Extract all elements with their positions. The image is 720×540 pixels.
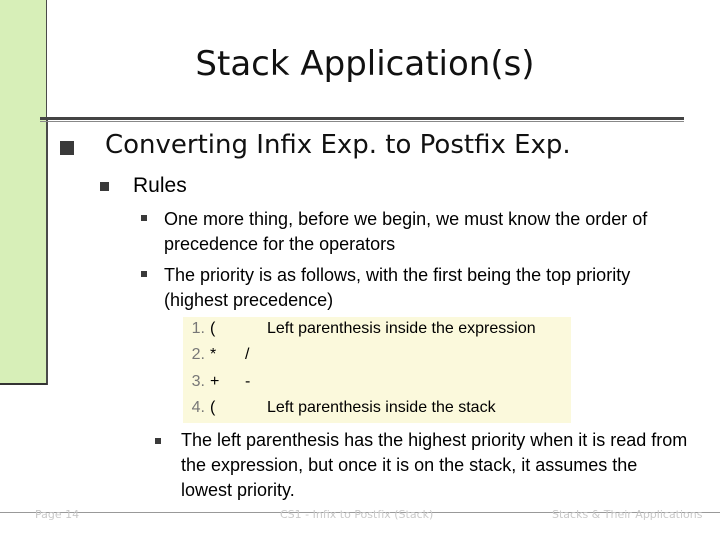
point-text: The priority is as follows, with the first being the top priority (highest precedence) — [164, 265, 631, 310]
bullet-icon — [100, 182, 109, 191]
operator-description: Left parenthesis inside the stack — [267, 399, 496, 416]
slide-title: Stack Application(s) — [195, 44, 535, 84]
title-divider — [40, 117, 684, 120]
bullet-icon — [141, 271, 147, 277]
subheading-text: Rules — [133, 174, 187, 197]
row-number: 4. — [191, 399, 205, 416]
operator: ( — [210, 399, 216, 416]
operator-alt: / — [245, 346, 250, 363]
left-accent-bar — [0, 0, 47, 383]
operator: * — [210, 346, 217, 363]
operator-alt: - — [245, 373, 251, 390]
operator-description: Left parenthesis inside the expression — [267, 320, 536, 337]
bullet-icon — [155, 438, 161, 444]
heading-text: Converting Infix Exp. to Postfix Exp. — [105, 130, 571, 160]
footer-course: CS1 - Infix to Postfix (Stack) — [280, 508, 434, 521]
note-text: The left parenthesis has the highest priority when it is read from the expression, but once it is on the stack, it assumes the lowest priority. — [181, 430, 688, 500]
bullet-icon — [60, 141, 74, 155]
operator: ( — [210, 320, 216, 337]
footer-topic: Stacks & Their Applications — [552, 508, 703, 521]
bullet-icon — [141, 215, 147, 221]
row-number: 3. — [191, 373, 205, 390]
row-number: 2. — [191, 346, 205, 363]
row-number: 1. — [191, 320, 205, 337]
title-divider-thin — [40, 121, 684, 122]
left-accent-shadow — [0, 383, 47, 385]
point-text: One more thing, before we begin, we must know the order of precedence for the operators — [164, 209, 648, 254]
footer-page-number: Page 14 — [35, 508, 80, 521]
operator: + — [210, 373, 220, 390]
